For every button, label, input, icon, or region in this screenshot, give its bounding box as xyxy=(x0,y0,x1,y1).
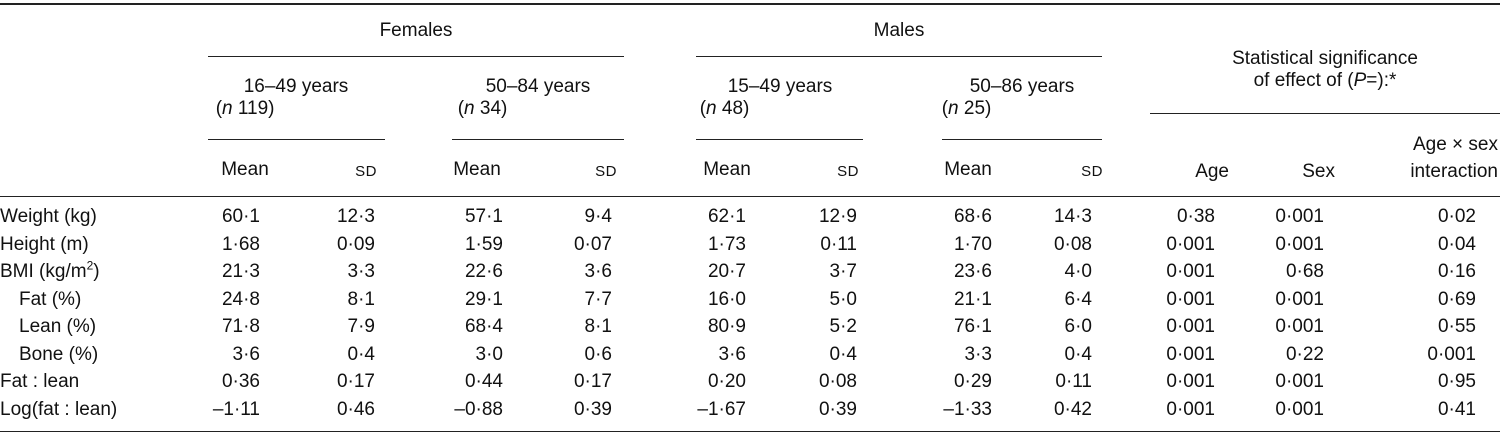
row-label: Log(fat : lean) xyxy=(0,398,118,420)
interaction-header-1: Age × sex xyxy=(1412,134,1498,155)
sd-value: 0·08 xyxy=(1053,233,1092,255)
sd-value: 0·11 xyxy=(1055,371,1092,392)
age-group-header xyxy=(457,76,591,120)
stat-header-line2: of effect of (P=):* xyxy=(1253,70,1397,91)
p-value: 0·22 xyxy=(1285,343,1324,365)
sd-value: 0·6 xyxy=(584,343,612,365)
age-group-rule-3 xyxy=(696,139,863,140)
mean-value: 3·6 xyxy=(718,343,746,365)
p-value: 0·001 xyxy=(1166,371,1215,392)
sd-value: 0·39 xyxy=(818,398,857,420)
sd-header: SD xyxy=(355,163,377,180)
p-value: 0·001 xyxy=(1166,288,1215,310)
p-value: 0·001 xyxy=(1275,233,1324,255)
mean-value: –0·88 xyxy=(454,398,503,420)
mean-value: –1·67 xyxy=(697,398,746,420)
sd-value: 12·3 xyxy=(336,206,375,227)
sd-value: 0·08 xyxy=(818,371,857,392)
mean-header: Mean xyxy=(703,159,751,180)
age-group-header xyxy=(941,76,1075,120)
mean-value: 3·6 xyxy=(232,343,260,365)
age-range: 15–49 years xyxy=(727,76,833,97)
sd-value: 14·3 xyxy=(1053,206,1092,227)
age-n: (n 34) xyxy=(457,98,508,119)
mean-value: 0·36 xyxy=(221,371,260,392)
p-value: 0·001 xyxy=(1166,316,1215,337)
sd-value: 0·39 xyxy=(573,398,612,420)
p-value: 0·001 xyxy=(1427,343,1476,365)
mean-value: 1·73 xyxy=(707,233,746,255)
sd-value: 12·9 xyxy=(818,206,857,227)
age-n: (n 48) xyxy=(699,98,750,119)
mean-value: 16·0 xyxy=(707,288,746,310)
p-value: 0·95 xyxy=(1437,371,1476,392)
mean-value: 24·8 xyxy=(221,288,260,310)
mean-value: 1·59 xyxy=(464,233,503,255)
mean-value: 3·0 xyxy=(475,343,503,365)
age-range: 50–84 years xyxy=(485,76,591,97)
mean-value: 21·1 xyxy=(953,288,992,310)
age-group-rule-4 xyxy=(942,139,1102,140)
age-group-rule-2 xyxy=(452,139,624,140)
sd-value: 8·1 xyxy=(584,316,612,337)
mean-value: 1·68 xyxy=(221,233,260,255)
sd-value: 0·4 xyxy=(829,343,857,365)
interaction-header-2: interaction xyxy=(1410,161,1498,182)
p-value: 0·001 xyxy=(1275,206,1324,227)
sd-value: 5·0 xyxy=(829,288,857,310)
row-label: Fat : lean xyxy=(0,371,80,392)
stat-header-line1: Statistical significance xyxy=(1232,48,1418,69)
sd-value: 0·09 xyxy=(336,233,375,255)
mean-value: 0·44 xyxy=(464,371,503,392)
p-value: 0·02 xyxy=(1437,206,1476,227)
females-header: Females xyxy=(379,20,453,41)
mean-value: 68·6 xyxy=(953,206,992,227)
p-value: 0·16 xyxy=(1437,261,1476,282)
sd-value: 0·07 xyxy=(573,233,612,255)
sd-header: SD xyxy=(837,163,859,180)
mean-value: 0·29 xyxy=(953,371,992,392)
mean-value: 68·4 xyxy=(464,316,503,337)
stat-header xyxy=(1232,48,1418,92)
age-range: 16–49 years xyxy=(243,76,349,97)
p-value: 0·41 xyxy=(1437,398,1476,420)
mean-value: 29·1 xyxy=(464,288,503,310)
row-label: Bone (%) xyxy=(19,343,99,365)
mean-value: 23·6 xyxy=(953,261,992,282)
p-value: 0·69 xyxy=(1437,288,1476,310)
sd-value: 7·9 xyxy=(347,316,375,337)
p-value: 0·001 xyxy=(1275,398,1324,420)
sd-value: 8·1 xyxy=(347,288,375,310)
p-value: 0·001 xyxy=(1275,316,1324,337)
p-value: 0·001 xyxy=(1166,233,1215,255)
row-label: Lean (%) xyxy=(19,316,97,337)
mean-header: Mean xyxy=(221,159,269,180)
mean-value: 20·7 xyxy=(707,261,746,282)
mean-header: Mean xyxy=(944,159,992,180)
mean-value: 62·1 xyxy=(707,206,746,227)
header-bottom-rule xyxy=(0,196,1500,197)
mean-value: 57·1 xyxy=(464,206,503,227)
row-label: BMI $(kg/m^2)$ xyxy=(0,258,100,282)
sd-value: 3·7 xyxy=(829,261,857,282)
top-rule xyxy=(0,3,1500,5)
sd-value: 0·4 xyxy=(1064,343,1092,365)
p-value: 0·001 xyxy=(1166,343,1215,365)
sd-value: 0·42 xyxy=(1053,398,1092,420)
age-group-header xyxy=(699,76,833,120)
sd-value: 9·4 xyxy=(584,206,612,227)
males-header: Males xyxy=(873,20,925,41)
p-value: 0·55 xyxy=(1437,316,1476,337)
age-group-rule-1 xyxy=(208,139,385,140)
females-rule xyxy=(208,56,624,57)
sd-value: 0·17 xyxy=(336,371,375,392)
age-header: Age xyxy=(1195,161,1229,182)
sd-value: 5·2 xyxy=(829,316,857,337)
sd-value: 0·17 xyxy=(573,371,612,392)
row-label: Height (m) xyxy=(0,233,89,255)
sd-value: 6·4 xyxy=(1064,288,1092,310)
sex-header: Sex xyxy=(1302,161,1335,182)
sd-value: 3·3 xyxy=(347,261,375,282)
males-rule xyxy=(696,56,1102,57)
mean-header: Mean xyxy=(453,159,501,180)
mean-value: 76·1 xyxy=(953,316,992,337)
age-group-header xyxy=(215,76,349,120)
sd-value: 3·6 xyxy=(584,261,612,282)
mean-value: 21·3 xyxy=(221,261,260,282)
p-value: 0·68 xyxy=(1285,261,1324,282)
p-value: 0·001 xyxy=(1166,398,1215,420)
mean-value: 71·8 xyxy=(221,316,260,337)
p-value: 0·001 xyxy=(1275,371,1324,392)
mean-value: 22·6 xyxy=(464,261,503,282)
bottom-rule xyxy=(0,431,1500,432)
mean-value: –1·11 xyxy=(212,398,260,420)
p-value: 0·04 xyxy=(1437,233,1476,255)
mean-value: 1·70 xyxy=(953,233,992,255)
sd-value: 4·0 xyxy=(1064,261,1092,282)
age-n: (n 119) xyxy=(215,98,275,119)
sd-value: 0·4 xyxy=(347,343,375,365)
p-value: 0·001 xyxy=(1275,288,1324,310)
row-label: Weight (kg) xyxy=(0,206,97,227)
mean-value: –1·33 xyxy=(943,398,992,420)
p-value: 0·38 xyxy=(1176,206,1215,227)
sd-value: 0·11 xyxy=(820,233,857,255)
row-label: Fat (%) xyxy=(19,288,82,310)
age-n: (n 25) xyxy=(941,98,992,119)
sd-value: 7·7 xyxy=(584,288,612,310)
sd-value: 6·0 xyxy=(1064,316,1092,337)
age-range: 50–86 years xyxy=(969,76,1075,97)
mean-value: 0·20 xyxy=(707,371,746,392)
mean-value: 80·9 xyxy=(707,316,746,337)
sd-header: SD xyxy=(595,163,617,180)
sd-value: 0·46 xyxy=(336,398,375,420)
p-value: 0·001 xyxy=(1166,261,1215,282)
sd-header: SD xyxy=(1081,163,1103,180)
mean-value: 60·1 xyxy=(221,206,260,227)
stat-rule xyxy=(1150,113,1500,114)
mean-value: 3·3 xyxy=(964,343,992,365)
